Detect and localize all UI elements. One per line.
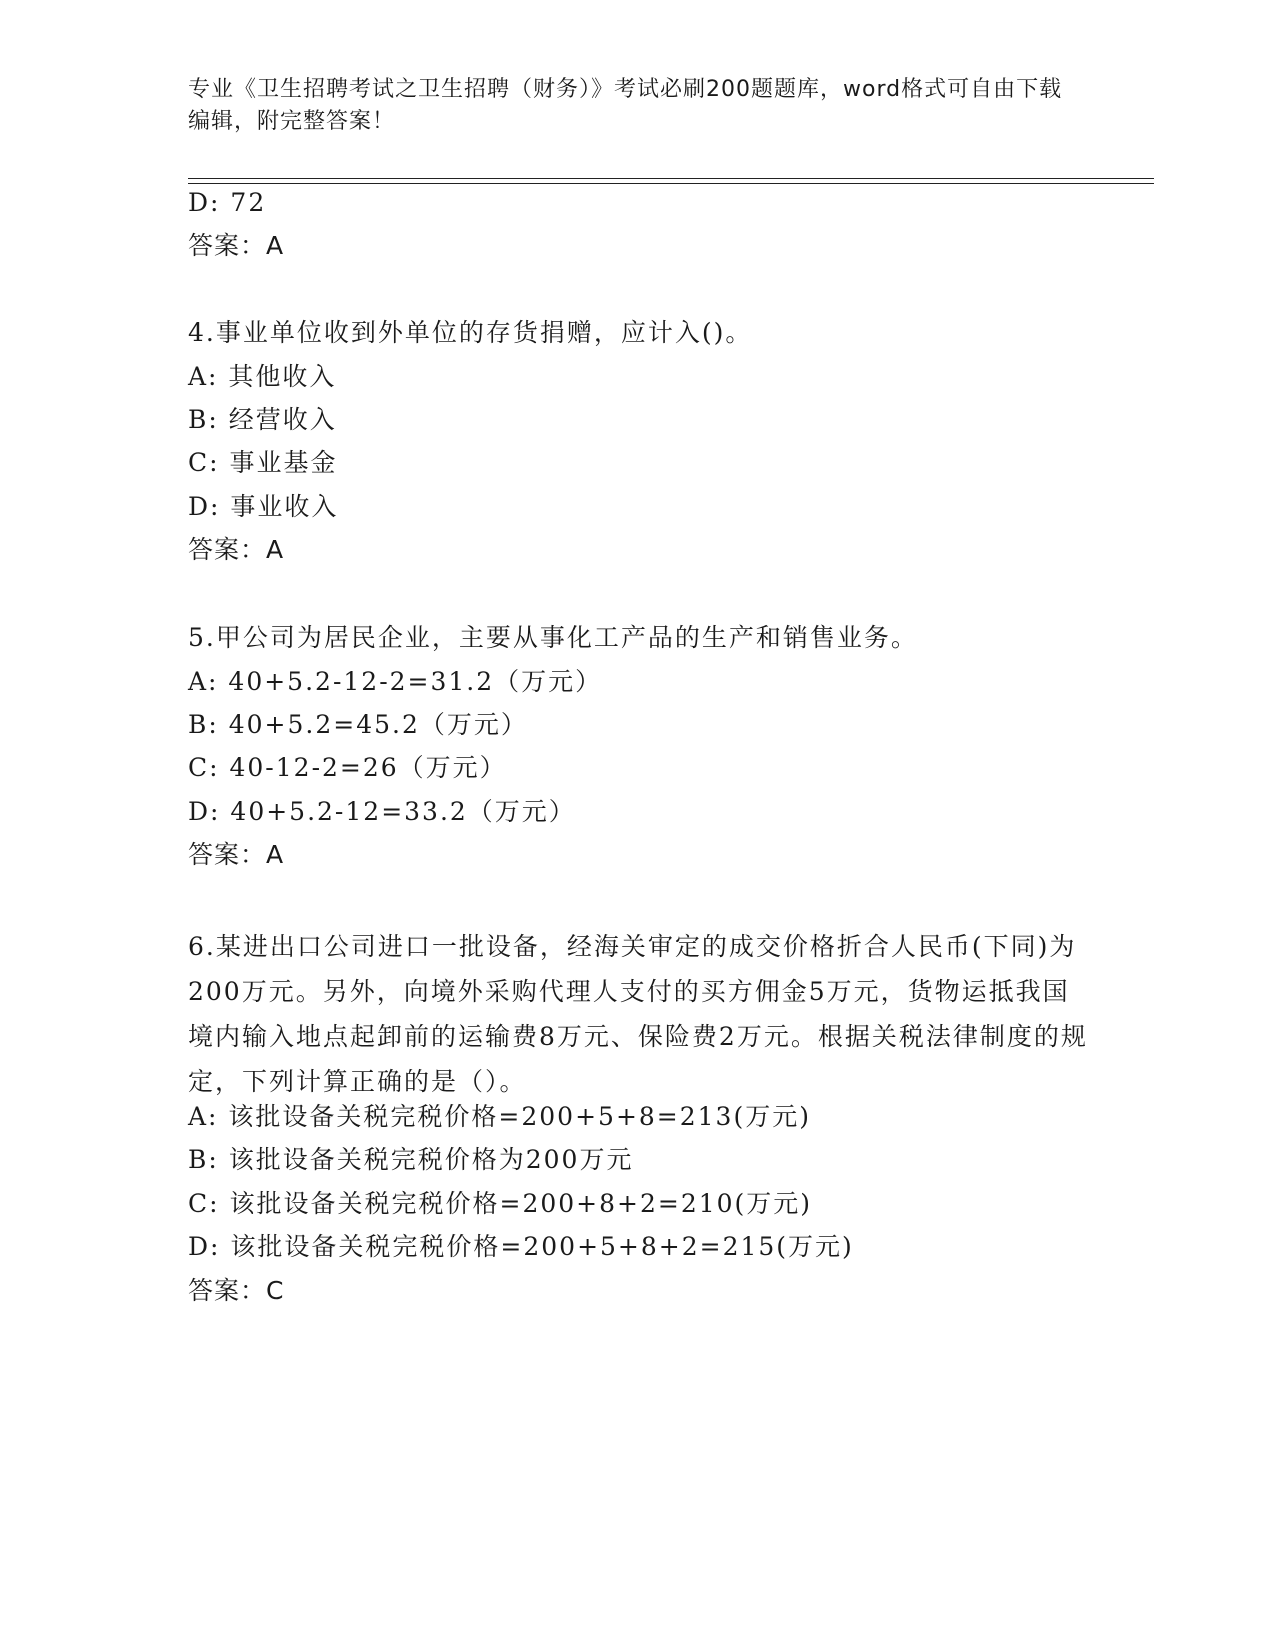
q6-option-c: C: 该批设备关税完税价格=200+8+2=210(万元) bbox=[188, 1189, 813, 1218]
q6-answer: 答案：C bbox=[188, 1276, 285, 1305]
q6-option-d: D: 该批设备关税完税价格=200+5+8+2=215(万元) bbox=[188, 1232, 854, 1261]
q4-question: 4.事业单位收到外单位的存货捐赠，应计入()。 bbox=[188, 318, 753, 347]
q6-option-b: B: 该批设备关税完税价格为200万元 bbox=[188, 1145, 634, 1174]
q5-question: 5.甲公司为居民企业，主要从事化工产品的生产和销售业务。 bbox=[188, 623, 918, 652]
q5-option-d: D: 40+5.2-12=33.2（万元） bbox=[188, 797, 576, 826]
q5-option-a: A: 40+5.2-12-2=31.2（万元） bbox=[188, 667, 603, 696]
q4-option-c: C: 事业基金 bbox=[188, 448, 338, 477]
q5-option-c: C: 40-12-2=26（万元） bbox=[188, 753, 507, 782]
document-header: 专业《卫生招聘考试之卫生招聘（财务）》考试必刷200题题库，word格式可自由下载编辑，附完整答案！ bbox=[188, 77, 1063, 134]
header-divider-top bbox=[188, 178, 1154, 179]
q6-option-a: A: 该批设备关税完税价格=200+5+8=213(万元) bbox=[188, 1102, 811, 1131]
q4-option-b: B: 经营收入 bbox=[188, 405, 337, 434]
header-divider-bottom bbox=[188, 183, 1154, 184]
q6-question: 6.某进出口公司进口一批设备，经海关审定的成交价格折合人民币(下同)为200万元。另外，向境外采购代理人支付的买方佣金5万元，货物运抵我国境内输入地点起卸前的运输费8万元、保险费2万元。根据关税法律制度的规定，下列计算正确的是（）。 bbox=[188, 932, 1088, 1096]
q5-answer: 答案：A bbox=[188, 840, 285, 869]
q4-option-d: D: 事业收入 bbox=[188, 492, 339, 521]
q3-answer: 答案：A bbox=[188, 231, 285, 260]
q3-option-d: D: 72 bbox=[188, 188, 267, 217]
q5-option-b: B: 40+5.2=45.2（万元） bbox=[188, 710, 528, 739]
q4-option-a: A: 其他收入 bbox=[188, 362, 337, 391]
q4-answer: 答案：A bbox=[188, 535, 285, 564]
